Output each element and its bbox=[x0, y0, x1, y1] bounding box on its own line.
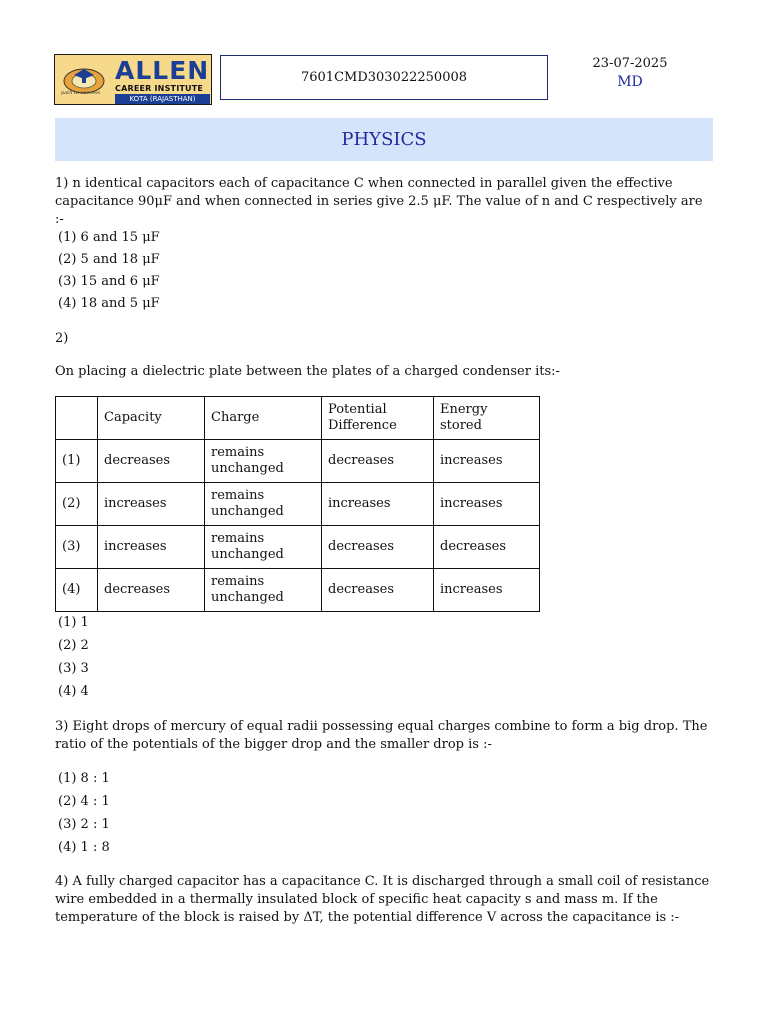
table-header-row bbox=[56, 397, 540, 440]
question-3-option-4: (4) 1 : 8 bbox=[58, 840, 110, 855]
question-3-option-2: (2) 4 : 1 bbox=[58, 794, 110, 809]
logo-location: KOTA (RAJASTHAN) bbox=[115, 94, 210, 104]
table-row bbox=[56, 483, 540, 526]
question-1-option-3: (3) 15 and 6 μF bbox=[58, 274, 160, 289]
logo-brand: ALLEN bbox=[115, 56, 210, 85]
table-cell: (2) bbox=[56, 483, 98, 526]
table-cell: (4) bbox=[56, 569, 98, 612]
question-4-text: 4) A fully charged capacitor has a capacitance C. It is discharged through a small coil of resistance wire embedded in a thermally insulated block of specific heat capacity s and mass m. If the temperature of the block is raised by ΔT, the potential difference V across the capacitance is :- bbox=[55, 874, 710, 925]
table-cell: (3) bbox=[56, 526, 98, 569]
table-cell: remains unchanged bbox=[205, 569, 322, 612]
subject-title: PHYSICS bbox=[341, 129, 427, 150]
table-header-cell: Charge bbox=[205, 397, 322, 440]
table-cell: increases bbox=[98, 526, 205, 569]
question-1-option-1: (1) 6 and 15 μF bbox=[58, 230, 160, 245]
question-1-option-2: (2) 5 and 18 μF bbox=[58, 252, 160, 267]
paper-code-box bbox=[220, 55, 548, 100]
table-cell: increases bbox=[322, 483, 434, 526]
table-header-cell: Capacity bbox=[98, 397, 205, 440]
question-2-table bbox=[55, 396, 540, 612]
question-3-option-1: (1) 8 : 1 bbox=[58, 771, 110, 786]
logo-subtitle: CAREER INSTITUTE bbox=[115, 84, 204, 93]
question-2-option-2: (2) 2 bbox=[58, 638, 89, 653]
table-cell: decreases bbox=[434, 526, 540, 569]
exam-date: 23-07-2025 bbox=[592, 56, 668, 71]
table-header-cell: Potential Difference bbox=[322, 397, 434, 440]
table-cell: remains unchanged bbox=[205, 440, 322, 483]
question-1-text: 1) n identical capacitors each of capacitance C when connected in parallel given the effective capacitance 90μF and when connected in series give 2.5 μF. The value of n and C respectively are :- bbox=[55, 176, 703, 227]
question-1-option-4: (4) 18 and 5 μF bbox=[58, 296, 160, 311]
question-3-option-3: (3) 2 : 1 bbox=[58, 817, 110, 832]
table-cell: (1) bbox=[56, 440, 98, 483]
question-2-option-3: (3) 3 bbox=[58, 661, 89, 676]
table-cell: decreases bbox=[98, 569, 205, 612]
table-cell: increases bbox=[434, 440, 540, 483]
question-2-option-1: (1) 1 bbox=[58, 615, 89, 630]
table-cell: increases bbox=[98, 483, 205, 526]
table-cell: decreases bbox=[322, 526, 434, 569]
stream-label: MD bbox=[617, 74, 643, 90]
table-cell: increases bbox=[434, 569, 540, 612]
table-cell: remains unchanged bbox=[205, 483, 322, 526]
logo-tagline: path to success bbox=[61, 90, 101, 96]
paper-code: 7601CMD303022250008 bbox=[300, 70, 468, 85]
table-header-cell bbox=[56, 397, 98, 440]
subject-banner bbox=[55, 118, 713, 161]
table-cell: decreases bbox=[322, 440, 434, 483]
question-2-option-4: (4) 4 bbox=[58, 684, 89, 699]
table-header-cell: Energy stored bbox=[434, 397, 540, 440]
table-row bbox=[56, 526, 540, 569]
table-cell: increases bbox=[434, 483, 540, 526]
table-cell: decreases bbox=[98, 440, 205, 483]
question-2-text: On placing a dielectric plate between the plates of a charged condenser its:- bbox=[55, 364, 560, 379]
allen-logo bbox=[54, 54, 212, 105]
table-cell: remains unchanged bbox=[205, 526, 322, 569]
table-cell: decreases bbox=[322, 569, 434, 612]
table-row bbox=[56, 440, 540, 483]
question-3-text: 3) Eight drops of mercury of equal radii possessing equal charges combine to form a big drop. The ratio of the potentials of the bigger drop and the smaller drop is :- bbox=[55, 719, 708, 752]
question-2-number: 2) bbox=[55, 331, 69, 346]
table-row bbox=[56, 569, 540, 612]
